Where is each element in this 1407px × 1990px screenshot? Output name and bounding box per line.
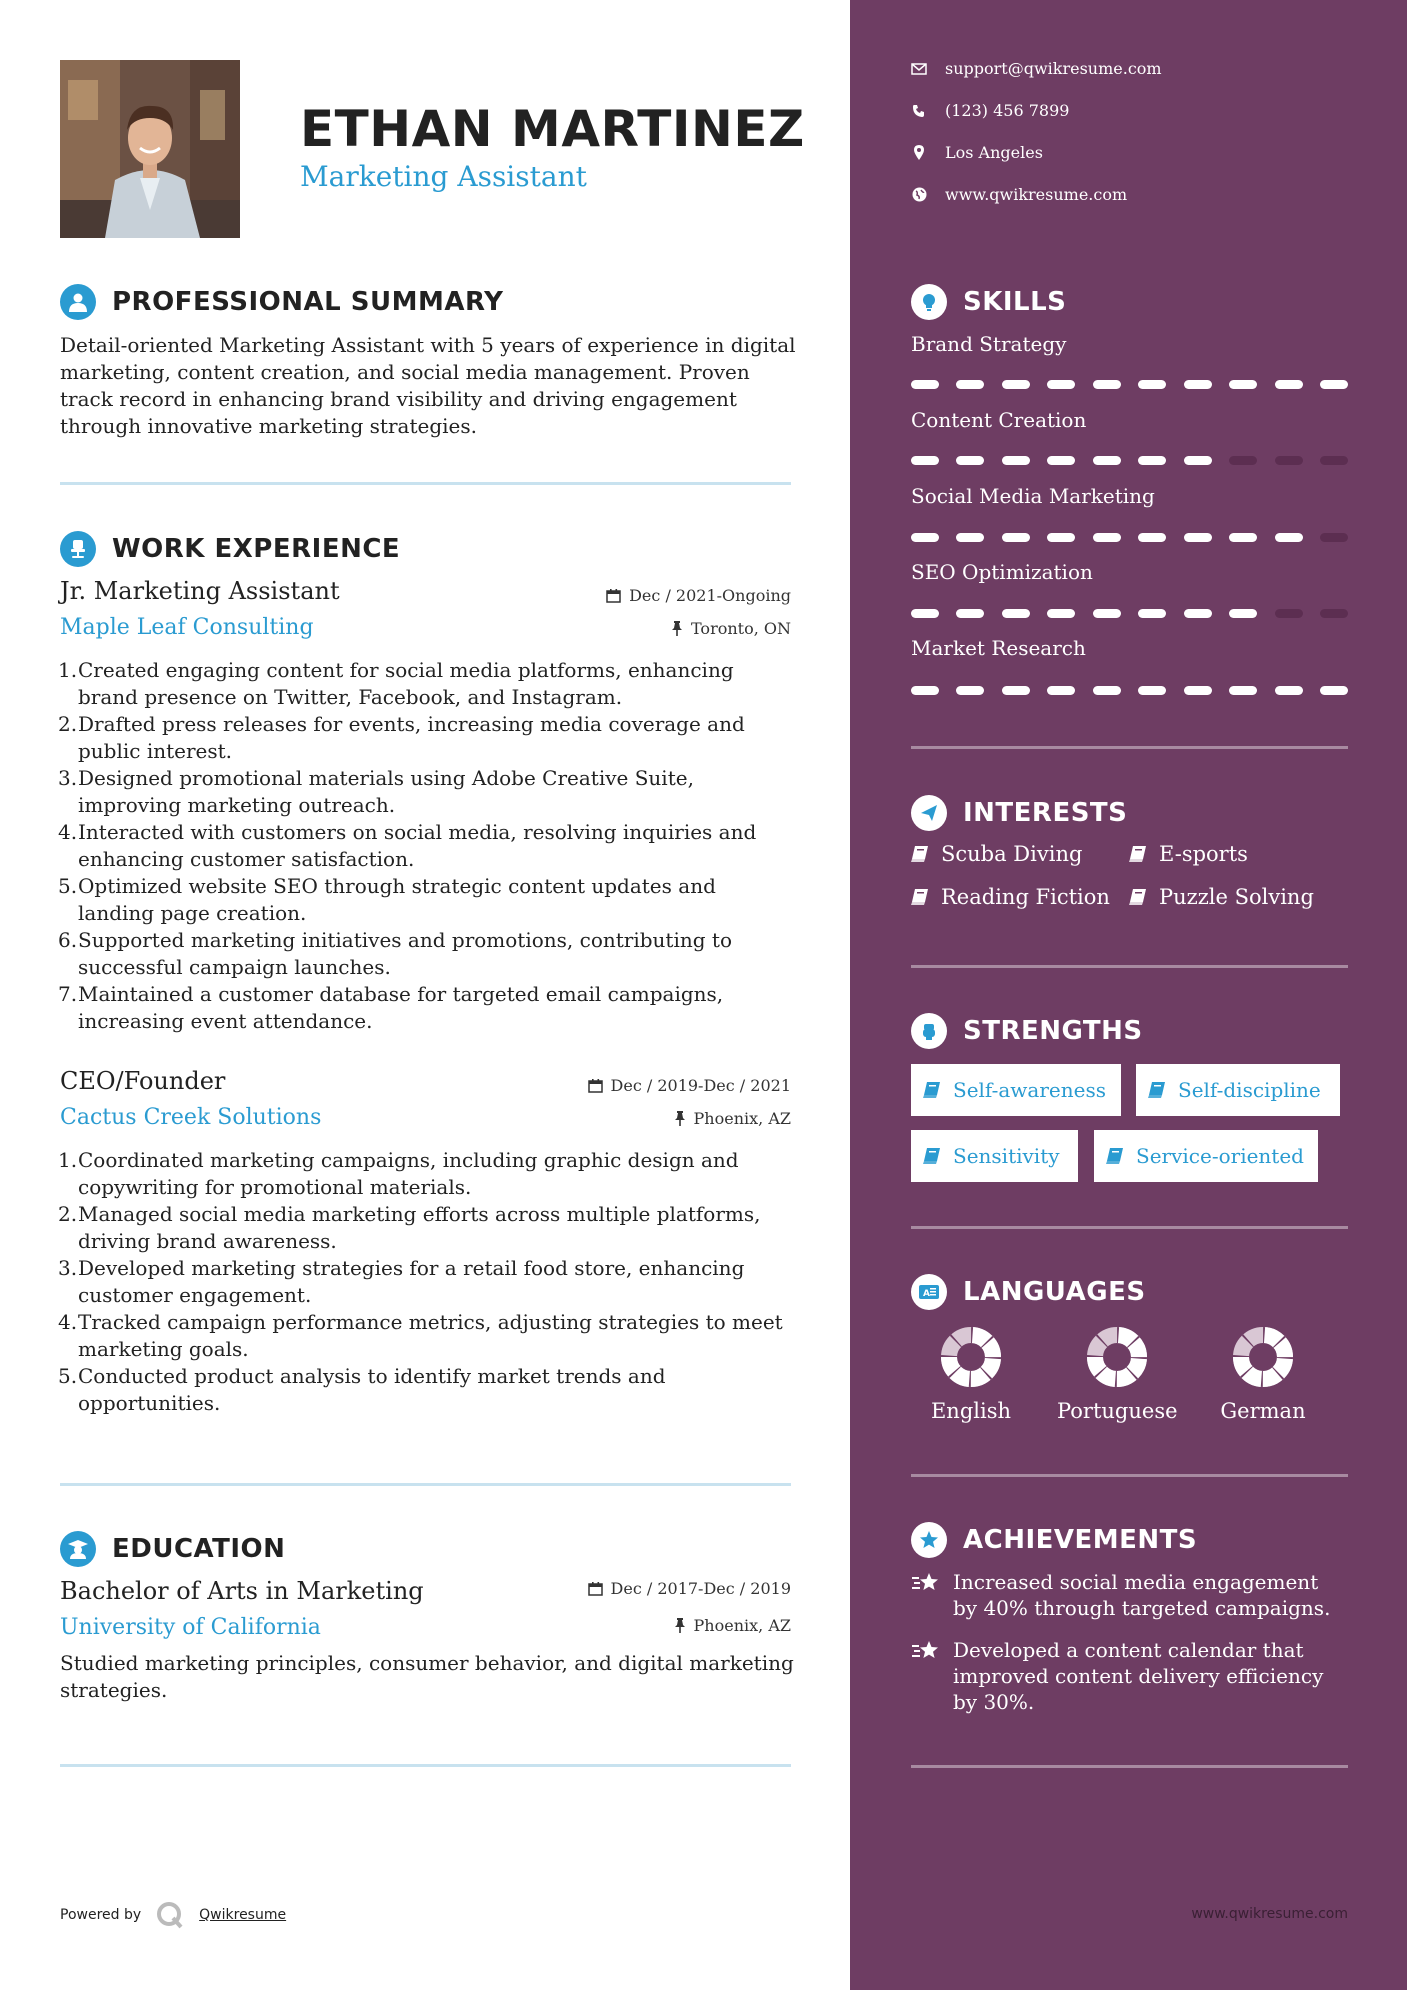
footer-url[interactable]: www.qwikresume.com	[1191, 1906, 1348, 1922]
skill-dash	[1093, 456, 1121, 465]
list-item: 3. Designed promotional materials using Adobe Creative Suite, improving marketing outreach.	[58, 766, 694, 817]
book-icon	[911, 888, 929, 906]
skill-dash	[1320, 686, 1348, 695]
fist-icon	[911, 1013, 947, 1049]
skill-dash	[1184, 686, 1212, 695]
office-chair-icon	[60, 531, 96, 567]
pushpin-icon	[674, 1618, 686, 1633]
skill-dash	[1138, 533, 1166, 542]
map-pin-icon	[911, 145, 927, 161]
skill-dash	[1138, 609, 1166, 618]
education-header	[60, 1531, 285, 1567]
skill-dash	[1093, 609, 1121, 618]
skill-name: Social Media Marketing	[911, 484, 1155, 508]
svg-text:A: A	[923, 1289, 930, 1299]
strength-tag: Service-oriented	[1094, 1130, 1318, 1182]
list-item: 7. Maintained a customer database for targeted email campaigns, increasing event attendance.	[58, 982, 724, 1033]
skill-name: Content Creation	[911, 408, 1087, 432]
skills-header	[911, 284, 1066, 320]
book-icon	[923, 1147, 941, 1165]
language-icon	[911, 1274, 947, 1310]
skill-dash	[1275, 609, 1303, 618]
job-location: Toronto, ON	[671, 619, 791, 638]
interests-title: INTERESTS	[963, 798, 1128, 828]
language-proficiency-donut	[939, 1325, 1003, 1389]
star-badge-icon	[911, 1522, 947, 1558]
skill-dash	[956, 380, 984, 389]
calendar-icon	[588, 1078, 603, 1093]
divider	[911, 965, 1348, 968]
candidate-role: Marketing Assistant	[300, 160, 587, 193]
list-item: 4. Interacted with customers on social media, resolving inquiries and enhancing customer satisfaction.	[58, 820, 757, 871]
interests-header	[911, 795, 1127, 831]
language-name: English	[930, 1399, 1012, 1423]
skill-dash	[1002, 380, 1030, 389]
footer-powered-by: Powered by Qwikresume	[60, 1900, 286, 1930]
education-title: EDUCATION	[112, 1534, 286, 1564]
pushpin-icon	[674, 1111, 686, 1126]
skill-dash	[1229, 380, 1257, 389]
paper-plane-icon	[911, 795, 947, 831]
book-icon	[911, 845, 929, 863]
contact-location: Los Angeles	[911, 143, 1043, 162]
experience-header	[60, 531, 400, 567]
shooting-star-icon	[911, 1639, 941, 1663]
calendar-icon	[606, 588, 621, 603]
education-location: Phoenix, AZ	[674, 1616, 791, 1635]
summary-title: PROFESSIONAL SUMMARY	[112, 287, 504, 317]
skill-dash	[911, 456, 939, 465]
achievements-title: ACHIEVEMENTS	[963, 1525, 1198, 1555]
achievement-item: Increased social media engagement by 40% through targeted campaigns.	[911, 1569, 1348, 1621]
languages-header	[911, 1274, 1146, 1310]
skill-dash	[1275, 686, 1303, 695]
summary-header	[60, 284, 503, 320]
skill-dash	[911, 686, 939, 695]
strengths-title: STRENGTHS	[963, 1016, 1143, 1046]
skill-dash	[1229, 533, 1257, 542]
education-date: Dec / 2017-Dec / 2019	[588, 1579, 791, 1598]
skill-dash	[1275, 380, 1303, 389]
language-proficiency-donut	[1085, 1325, 1149, 1389]
skill-dash	[1138, 456, 1166, 465]
skill-name: Market Research	[911, 636, 1086, 660]
language-name: German	[1220, 1399, 1306, 1423]
book-icon	[923, 1081, 941, 1099]
skill-dash	[1184, 533, 1212, 542]
skill-dash	[1320, 456, 1348, 465]
skill-dash	[1093, 533, 1121, 542]
list-item: 3. Developed marketing strategies for a retail food store, enhancing customer engagement.	[58, 1256, 745, 1307]
contact-phone[interactable]: (123) 456 7899	[911, 101, 1069, 120]
book-icon	[1106, 1147, 1124, 1165]
language-item	[1203, 1325, 1323, 1423]
skill-rating	[911, 533, 1348, 542]
skill-dash	[911, 533, 939, 542]
experience-title: WORK EXPERIENCE	[112, 534, 401, 564]
divider	[60, 1483, 791, 1486]
calendar-icon	[588, 1581, 603, 1596]
skill-dash	[1093, 686, 1121, 695]
degree-title: Bachelor of Arts in Marketing	[60, 1577, 424, 1605]
skill-name: Brand Strategy	[911, 332, 1067, 356]
globe-icon	[911, 187, 927, 203]
skill-dash	[956, 456, 984, 465]
profile-photo	[60, 60, 240, 238]
skill-dash	[1275, 533, 1303, 542]
skill-dash	[1320, 533, 1348, 542]
achievement-item: Developed a content calendar that improved content delivery efficiency by 30%.	[911, 1637, 1348, 1715]
divider	[911, 1474, 1348, 1477]
strength-tag: Sensitivity	[911, 1130, 1078, 1182]
divider	[911, 1765, 1348, 1768]
skill-rating	[911, 380, 1348, 389]
skill-dash	[1229, 456, 1257, 465]
list-item: 2. Drafted press releases for events, increasing media coverage and public interest.	[58, 712, 745, 763]
job-responsibilities	[58, 657, 798, 1035]
book-icon	[1148, 1081, 1166, 1099]
divider	[911, 1226, 1348, 1229]
job-company: Maple Leaf Consulting	[60, 615, 314, 640]
skill-dash	[1184, 380, 1212, 389]
skill-dash	[1093, 380, 1121, 389]
skill-dash	[956, 686, 984, 695]
list-item: 5. Optimized website SEO through strategic content updates and landing page creation.	[58, 874, 716, 925]
skill-dash	[1320, 380, 1348, 389]
pushpin-icon	[671, 621, 683, 636]
job-location: Phoenix, AZ	[674, 1109, 791, 1128]
list-item: 2. Managed social media marketing efforts across multiple platforms, driving brand awareness.	[58, 1202, 761, 1253]
strength-tag: Self-awareness	[911, 1064, 1121, 1116]
skill-dash	[1047, 456, 1075, 465]
language-proficiency-donut	[1231, 1325, 1295, 1389]
list-item: 1. Created engaging content for social media platforms, enhancing brand presence on Twitter, Facebook, and Instagram.	[58, 658, 734, 709]
skill-name: SEO Optimization	[911, 560, 1093, 584]
skill-dash	[1320, 609, 1348, 618]
phone-icon	[911, 103, 927, 119]
book-icon	[1129, 845, 1147, 863]
skill-dash	[1047, 533, 1075, 542]
skill-dash	[1047, 380, 1075, 389]
list-item: 5. Conducted product analysis to identify market trends and opportunities.	[58, 1364, 666, 1415]
list-item: 1. Coordinated marketing campaigns, including graphic design and copywriting for promotional materials.	[58, 1148, 739, 1199]
education-description: Studied marketing principles, consumer behavior, and digital marketing strategies.	[60, 1651, 794, 1702]
skill-dash	[1138, 380, 1166, 389]
contact-website[interactable]: www.qwikresume.com	[911, 185, 1127, 204]
interest-item: Puzzle Solving	[1129, 885, 1314, 909]
job-date: Dec / 2021-Ongoing	[606, 586, 791, 605]
graduate-icon	[60, 1531, 96, 1567]
skill-dash	[1138, 686, 1166, 695]
skill-dash	[1047, 686, 1075, 695]
contact-email[interactable]: support@qwikresume.com	[911, 59, 1162, 78]
summary-text: Detail-oriented Marketing Assistant with 5 years of experience in digital marketing, content creation, and social media management. Proven track record in enhancing brand visibility and driving engagement through innovative marketing strategies.	[60, 333, 796, 438]
skill-dash	[956, 533, 984, 542]
skill-dash	[911, 609, 939, 618]
skill-dash	[1002, 456, 1030, 465]
skill-rating	[911, 456, 1348, 465]
job-title: Jr. Marketing Assistant	[60, 577, 340, 605]
language-item	[911, 1325, 1031, 1423]
school-name: University of California	[60, 1615, 321, 1640]
skill-dash	[1275, 456, 1303, 465]
strength-tag: Self-discipline	[1136, 1064, 1340, 1116]
skill-dash	[1229, 609, 1257, 618]
divider	[60, 1764, 791, 1767]
skill-dash	[1047, 609, 1075, 618]
job-date: Dec / 2019-Dec / 2021	[588, 1076, 791, 1095]
divider	[60, 482, 791, 485]
achievements-header	[911, 1522, 1197, 1558]
interest-item: E-sports	[1129, 842, 1248, 866]
job-responsibilities	[58, 1147, 798, 1417]
list-item: 4. Tracked campaign performance metrics, adjusting strategies to meet marketing goals.	[58, 1310, 783, 1361]
language-name: Portuguese	[1057, 1399, 1178, 1423]
user-icon	[60, 284, 96, 320]
language-item	[1057, 1325, 1177, 1423]
skill-dash	[956, 609, 984, 618]
skill-rating	[911, 609, 1348, 618]
skill-dash	[1002, 609, 1030, 618]
list-item: 6. Supported marketing initiatives and promotions, contributing to successful campaign launches.	[58, 928, 732, 979]
skill-dash	[1002, 533, 1030, 542]
qwikresume-logo-icon	[155, 1900, 185, 1930]
qwikresume-link[interactable]: Qwikresume	[199, 1907, 287, 1923]
skills-title: SKILLS	[963, 287, 1067, 317]
interest-item: Scuba Diving	[911, 842, 1082, 866]
skill-dash	[1229, 686, 1257, 695]
skill-rating	[911, 686, 1348, 695]
skill-dash	[1184, 456, 1212, 465]
skill-dash	[911, 380, 939, 389]
lightbulb-icon	[911, 284, 947, 320]
envelope-icon	[911, 61, 927, 77]
book-icon	[1129, 888, 1147, 906]
job-title: CEO/Founder	[60, 1067, 226, 1095]
candidate-name: ETHAN MARTINEZ	[300, 100, 805, 158]
languages-title: LANGUAGES	[963, 1277, 1146, 1307]
job-company: Cactus Creek Solutions	[60, 1105, 322, 1130]
divider	[911, 746, 1348, 749]
skill-dash	[1002, 686, 1030, 695]
shooting-star-icon	[911, 1571, 941, 1595]
strengths-header	[911, 1013, 1143, 1049]
interest-item: Reading Fiction	[911, 885, 1110, 909]
skill-dash	[1184, 609, 1212, 618]
